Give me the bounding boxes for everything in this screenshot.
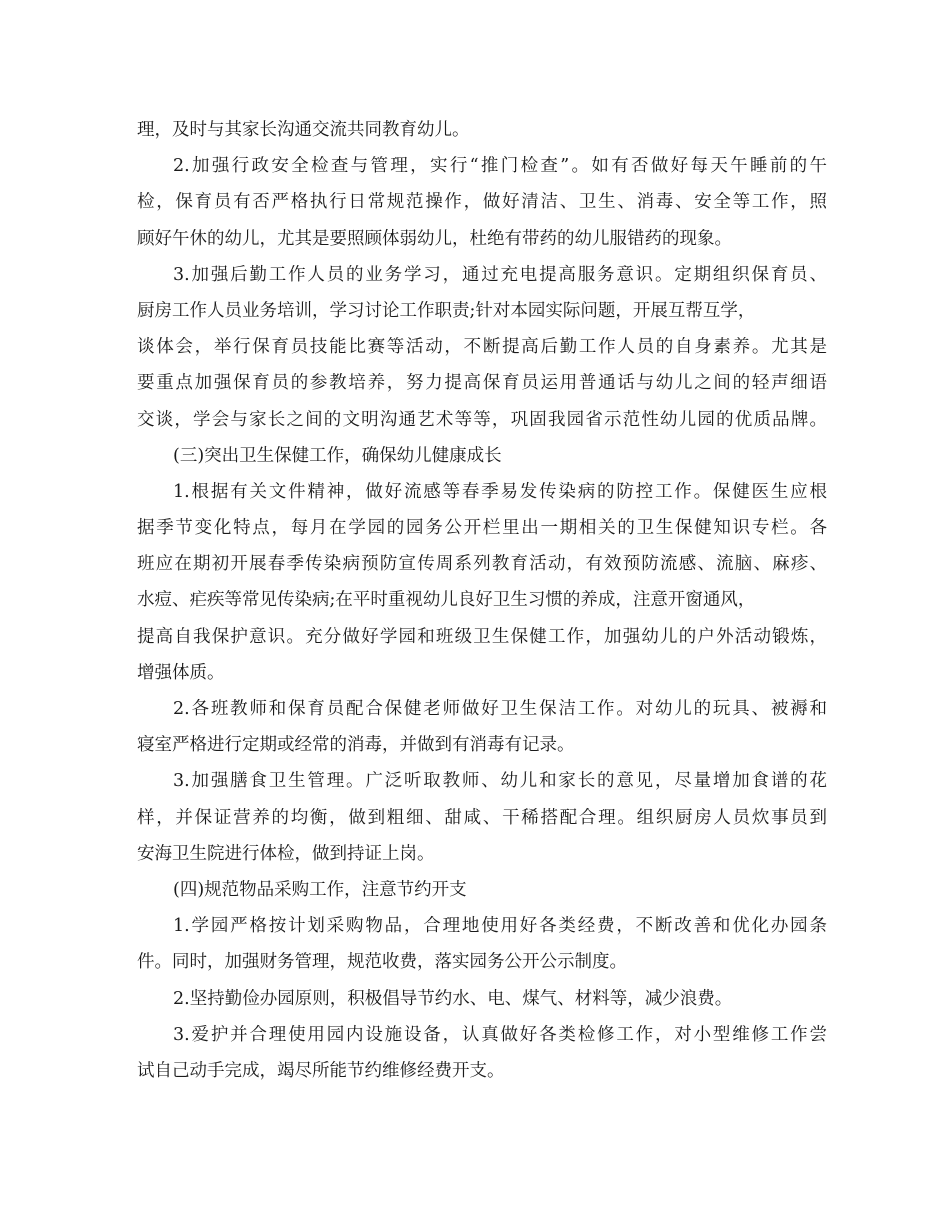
text-line: 增强体质。 [137,662,225,683]
text-line: 交谈，学会与家长之间的文明沟通艺术等等，巩固我园省示范性幼儿园的优质品牌。 [137,409,827,430]
text-line: 试自己动手完成，竭尽所能节约维修经费开支。 [137,1060,505,1081]
text-line: 1.学园严格按计划采购物品，合理地使用好各类经费，不断改善和优化办园条 [173,916,827,937]
text-line: 3.加强后勤工作人员的业务学习，通过充电提高服务意识。定期组织保育员、 [173,264,827,285]
text-line: 要重点加强保育员的参教培养，努力提高保育员运用普通话与幼儿之间的轻声细语 [137,373,827,394]
text-line: 水痘、疟疾等常见传染病;在平时重视幼儿良好卫生习惯的养成，注意开窗通风， [137,590,756,611]
text-line: 厨房工作人员业务培训，学习讨论工作职责;针对本园实际问题，开展互帮互学， [137,300,756,321]
text-line: 谈体会，举行保育员技能比赛等活动，不断提高后勤工作人员的自身素养。尤其是 [137,337,827,358]
text-line: 寝室严格进行定期或经常的消毒，并做到有消毒有记录。 [137,735,575,756]
document-body [137,112,827,1089]
text-line: 件。同时，加强财务管理，规范收费，落实园务公开公示制度。 [137,952,627,973]
text-line: 据季节变化特点，每月在学园的园务公开栏里出一期相关的卫生保健知识专栏。各 [137,518,827,539]
text-line: 3.加强膳食卫生管理。广泛听取教师、幼儿和家长的意见，尽量增加食谱的花 [173,771,827,792]
text-line: 检，保育员有否严格执行日常规范操作，做好清洁、卫生、消毒、安全等工作，照 [137,192,827,213]
text-line: 安海卫生院进行体检，做到持证上岗。 [137,843,435,864]
text-line: 顾好午休的幼儿，尤其是要照顾体弱幼儿，杜绝有带药的幼儿服错药的现象。 [137,228,732,249]
text-line: 样，并保证营养的均衡，做到粗细、甜咸、干稀搭配合理。组织厨房人员炊事员到 [137,807,827,828]
text-line: 2.加强行政安全检查与管理，实行“推门检查”。如有否做好每天午睡前的午 [173,156,827,177]
text-line: 2.坚持勤俭办园原则，积极倡导节约水、电、煤气、材料等，减少浪费。 [173,988,733,1009]
text-line: 3.爱护并合理使用园内设施设备，认真做好各类检修工作，对小型维修工作尝 [173,1024,827,1045]
section-heading: (三)突出卫生保健工作，确保幼儿健康成长 [173,445,502,466]
text-line: 2.各班教师和保育员配合保健老师做好卫生保洁工作。对幼儿的玩具、被褥和 [173,699,827,719]
section-heading: (四)规范物品采购工作，注意节约开支 [173,879,467,900]
text-line: 班应在期初开展春季传染病预防宣传周系列教育活动，有效预防流感、流脑、麻疹、 [137,554,827,575]
text-line: 理，及时与其家长沟通交流共同教育幼儿。 [137,120,470,140]
text-line: 1.根据有关文件精神，做好流感等春季易发传染病的防控工作。保健医生应根 [173,481,827,502]
text-line: 提高自我保护意识。充分做好学园和班级卫生保健工作，加强幼儿的户外活动锻炼， [137,626,827,647]
